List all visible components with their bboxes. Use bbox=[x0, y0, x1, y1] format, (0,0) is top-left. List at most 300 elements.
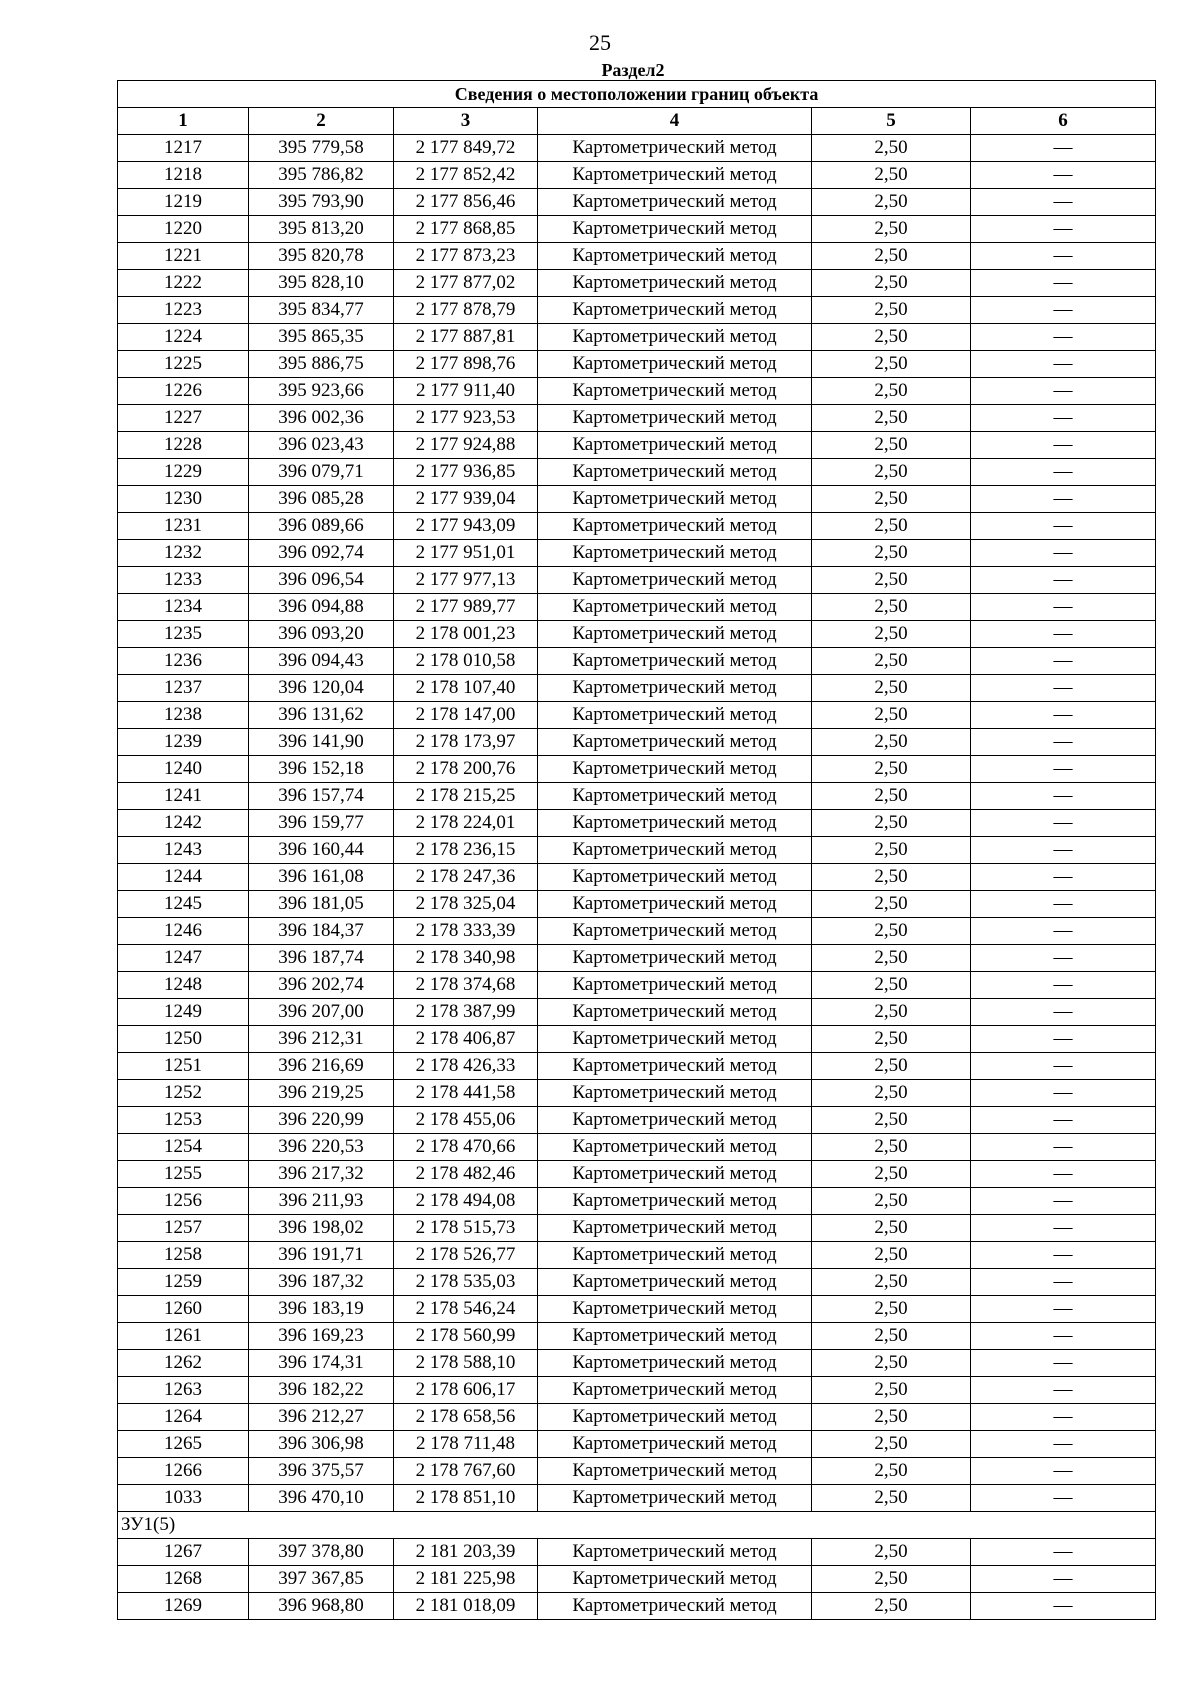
description-cell: — bbox=[971, 513, 1156, 540]
table-row bbox=[118, 189, 1156, 216]
description-cell: — bbox=[971, 1458, 1156, 1485]
y-coordinate-cell: 2 177 911,40 bbox=[394, 378, 538, 405]
y-coordinate-cell: 2 177 943,09 bbox=[394, 513, 538, 540]
y-coordinate-cell: 2 178 546,24 bbox=[394, 1296, 538, 1323]
table-row bbox=[118, 1377, 1156, 1404]
table-row bbox=[118, 351, 1156, 378]
x-coordinate-cell: 396 198,02 bbox=[249, 1215, 394, 1242]
point-number-cell: 1218 bbox=[118, 162, 249, 189]
description-cell: — bbox=[971, 621, 1156, 648]
method-cell: Картометрический метод bbox=[538, 621, 812, 648]
point-number-cell: 1234 bbox=[118, 594, 249, 621]
method-cell: Картометрический метод bbox=[538, 594, 812, 621]
description-cell: — bbox=[971, 594, 1156, 621]
y-coordinate-cell: 2 177 877,02 bbox=[394, 270, 538, 297]
column-header: 1 bbox=[118, 108, 249, 135]
method-cell: Картометрический метод bbox=[538, 675, 812, 702]
table-row bbox=[118, 378, 1156, 405]
method-cell: Картометрический метод bbox=[538, 1026, 812, 1053]
x-coordinate-cell: 395 886,75 bbox=[249, 351, 394, 378]
method-cell: Картометрический метод bbox=[538, 918, 812, 945]
method-cell: Картометрический метод bbox=[538, 189, 812, 216]
x-coordinate-cell: 395 865,35 bbox=[249, 324, 394, 351]
description-cell: — bbox=[971, 1485, 1156, 1512]
point-number-cell: 1260 bbox=[118, 1296, 249, 1323]
description-cell: — bbox=[971, 864, 1156, 891]
description-cell: — bbox=[971, 1350, 1156, 1377]
point-number-cell: 1221 bbox=[118, 243, 249, 270]
accuracy-cell: 2,50 bbox=[812, 162, 971, 189]
description-cell: — bbox=[971, 756, 1156, 783]
y-coordinate-cell: 2 178 658,56 bbox=[394, 1404, 538, 1431]
method-cell: Картометрический метод bbox=[538, 1161, 812, 1188]
y-coordinate-cell: 2 178 374,68 bbox=[394, 972, 538, 999]
x-coordinate-cell: 396 220,53 bbox=[249, 1134, 394, 1161]
method-cell: Картометрический метод bbox=[538, 513, 812, 540]
y-coordinate-cell: 2 178 560,99 bbox=[394, 1323, 538, 1350]
y-coordinate-cell: 2 178 526,77 bbox=[394, 1242, 538, 1269]
description-cell: — bbox=[971, 837, 1156, 864]
y-coordinate-cell: 2 178 588,10 bbox=[394, 1350, 538, 1377]
point-number-cell: 1236 bbox=[118, 648, 249, 675]
accuracy-cell: 2,50 bbox=[812, 1431, 971, 1458]
description-cell: — bbox=[971, 189, 1156, 216]
method-cell: Картометрический метод bbox=[538, 999, 812, 1026]
table-row bbox=[118, 1485, 1156, 1512]
table-row bbox=[118, 567, 1156, 594]
y-coordinate-cell: 2 181 018,09 bbox=[394, 1593, 538, 1620]
x-coordinate-cell: 395 828,10 bbox=[249, 270, 394, 297]
description-cell: — bbox=[971, 702, 1156, 729]
description-cell: — bbox=[971, 1107, 1156, 1134]
table-row bbox=[118, 945, 1156, 972]
x-coordinate-cell: 396 182,22 bbox=[249, 1377, 394, 1404]
table-row bbox=[118, 324, 1156, 351]
method-cell: Картометрический метод bbox=[538, 756, 812, 783]
x-coordinate-cell: 396 184,37 bbox=[249, 918, 394, 945]
y-coordinate-cell: 2 177 951,01 bbox=[394, 540, 538, 567]
method-cell: Картометрический метод bbox=[538, 216, 812, 243]
table-row bbox=[118, 432, 1156, 459]
table-row bbox=[118, 162, 1156, 189]
table-caption: Сведения о местоположении границ объекта bbox=[118, 81, 1156, 108]
description-cell: — bbox=[971, 1134, 1156, 1161]
x-coordinate-cell: 395 820,78 bbox=[249, 243, 394, 270]
point-number-cell: 1228 bbox=[118, 432, 249, 459]
y-coordinate-cell: 2 178 247,36 bbox=[394, 864, 538, 891]
point-number-cell: 1269 bbox=[118, 1593, 249, 1620]
table-row bbox=[118, 729, 1156, 756]
accuracy-cell: 2,50 bbox=[812, 999, 971, 1026]
point-number-cell: 1247 bbox=[118, 945, 249, 972]
table-row bbox=[118, 1188, 1156, 1215]
point-number-cell: 1265 bbox=[118, 1431, 249, 1458]
table-body bbox=[118, 135, 1156, 1620]
method-cell: Картометрический метод bbox=[538, 1215, 812, 1242]
method-cell: Картометрический метод bbox=[538, 324, 812, 351]
point-number-cell: 1232 bbox=[118, 540, 249, 567]
accuracy-cell: 2,50 bbox=[812, 1377, 971, 1404]
coordinates-table bbox=[117, 80, 1156, 1620]
y-coordinate-cell: 2 178 173,97 bbox=[394, 729, 538, 756]
point-number-cell: 1235 bbox=[118, 621, 249, 648]
description-cell: — bbox=[971, 810, 1156, 837]
table-row bbox=[118, 1458, 1156, 1485]
x-coordinate-cell: 396 183,19 bbox=[249, 1296, 394, 1323]
x-coordinate-cell: 395 793,90 bbox=[249, 189, 394, 216]
accuracy-cell: 2,50 bbox=[812, 1539, 971, 1566]
x-coordinate-cell: 396 187,32 bbox=[249, 1269, 394, 1296]
description-cell: — bbox=[971, 648, 1156, 675]
point-number-cell: 1264 bbox=[118, 1404, 249, 1431]
table-row bbox=[118, 1215, 1156, 1242]
description-cell: — bbox=[971, 999, 1156, 1026]
x-coordinate-cell: 396 207,00 bbox=[249, 999, 394, 1026]
accuracy-cell: 2,50 bbox=[812, 1134, 971, 1161]
y-coordinate-cell: 2 177 989,77 bbox=[394, 594, 538, 621]
x-coordinate-cell: 396 212,31 bbox=[249, 1026, 394, 1053]
accuracy-cell: 2,50 bbox=[812, 1242, 971, 1269]
table-row bbox=[118, 1350, 1156, 1377]
point-number-cell: 1251 bbox=[118, 1053, 249, 1080]
description-cell: — bbox=[971, 1593, 1156, 1620]
y-coordinate-cell: 2 178 236,15 bbox=[394, 837, 538, 864]
method-cell: Картометрический метод bbox=[538, 1539, 812, 1566]
table-row bbox=[118, 1566, 1156, 1593]
method-cell: Картометрический метод bbox=[538, 972, 812, 999]
method-cell: Картометрический метод bbox=[538, 459, 812, 486]
accuracy-cell: 2,50 bbox=[812, 756, 971, 783]
table-row bbox=[118, 1134, 1156, 1161]
y-coordinate-cell: 2 178 851,10 bbox=[394, 1485, 538, 1512]
description-cell: — bbox=[971, 1161, 1156, 1188]
table-row bbox=[118, 675, 1156, 702]
table-row bbox=[118, 1053, 1156, 1080]
method-cell: Картометрический метод bbox=[538, 567, 812, 594]
y-coordinate-cell: 2 178 482,46 bbox=[394, 1161, 538, 1188]
description-cell: — bbox=[971, 351, 1156, 378]
point-number-cell: 1237 bbox=[118, 675, 249, 702]
description-cell: — bbox=[971, 1188, 1156, 1215]
x-coordinate-cell: 396 306,98 bbox=[249, 1431, 394, 1458]
point-number-cell: 1239 bbox=[118, 729, 249, 756]
x-coordinate-cell: 396 202,74 bbox=[249, 972, 394, 999]
point-number-cell: 1245 bbox=[118, 891, 249, 918]
accuracy-cell: 2,50 bbox=[812, 243, 971, 270]
method-cell: Картометрический метод bbox=[538, 1242, 812, 1269]
point-number-cell: 1217 bbox=[118, 135, 249, 162]
description-cell: — bbox=[971, 1296, 1156, 1323]
description-cell: — bbox=[971, 135, 1156, 162]
table-row bbox=[118, 999, 1156, 1026]
description-cell: — bbox=[971, 675, 1156, 702]
point-number-cell: 1259 bbox=[118, 1269, 249, 1296]
point-number-cell: 1240 bbox=[118, 756, 249, 783]
method-cell: Картометрический метод bbox=[538, 1188, 812, 1215]
point-number-cell: 1267 bbox=[118, 1539, 249, 1566]
description-cell: — bbox=[971, 378, 1156, 405]
accuracy-cell: 2,50 bbox=[812, 945, 971, 972]
y-coordinate-cell: 2 181 203,39 bbox=[394, 1539, 538, 1566]
description-cell: — bbox=[971, 1323, 1156, 1350]
method-cell: Картометрический метод bbox=[538, 702, 812, 729]
accuracy-cell: 2,50 bbox=[812, 270, 971, 297]
point-number-cell: 1246 bbox=[118, 918, 249, 945]
accuracy-cell: 2,50 bbox=[812, 459, 971, 486]
table-row bbox=[118, 1593, 1156, 1620]
accuracy-cell: 2,50 bbox=[812, 1269, 971, 1296]
accuracy-cell: 2,50 bbox=[812, 675, 971, 702]
table-row bbox=[118, 1431, 1156, 1458]
y-coordinate-cell: 2 178 387,99 bbox=[394, 999, 538, 1026]
x-coordinate-cell: 396 375,57 bbox=[249, 1458, 394, 1485]
x-coordinate-cell: 396 157,74 bbox=[249, 783, 394, 810]
table-row bbox=[118, 1242, 1156, 1269]
description-cell: — bbox=[971, 162, 1156, 189]
y-coordinate-cell: 2 178 515,73 bbox=[394, 1215, 538, 1242]
description-cell: — bbox=[971, 1026, 1156, 1053]
method-cell: Картометрический метод bbox=[538, 1485, 812, 1512]
method-cell: Картометрический метод bbox=[538, 729, 812, 756]
method-cell: Картометрический метод bbox=[538, 648, 812, 675]
x-coordinate-cell: 395 813,20 bbox=[249, 216, 394, 243]
method-cell: Картометрический метод bbox=[538, 837, 812, 864]
x-coordinate-cell: 396 219,25 bbox=[249, 1080, 394, 1107]
x-coordinate-cell: 396 181,05 bbox=[249, 891, 394, 918]
x-coordinate-cell: 396 092,74 bbox=[249, 540, 394, 567]
x-coordinate-cell: 395 786,82 bbox=[249, 162, 394, 189]
point-number-cell: 1263 bbox=[118, 1377, 249, 1404]
table-row bbox=[118, 621, 1156, 648]
description-cell: — bbox=[971, 1566, 1156, 1593]
table-row bbox=[118, 1107, 1156, 1134]
description-cell: — bbox=[971, 1431, 1156, 1458]
accuracy-cell: 2,50 bbox=[812, 216, 971, 243]
method-cell: Картометрический метод bbox=[538, 1269, 812, 1296]
point-number-cell: 1254 bbox=[118, 1134, 249, 1161]
table-row bbox=[118, 1539, 1156, 1566]
x-coordinate-cell: 396 187,74 bbox=[249, 945, 394, 972]
accuracy-cell: 2,50 bbox=[812, 189, 971, 216]
description-cell: — bbox=[971, 1242, 1156, 1269]
accuracy-cell: 2,50 bbox=[812, 405, 971, 432]
accuracy-cell: 2,50 bbox=[812, 1107, 971, 1134]
method-cell: Картометрический метод bbox=[538, 1431, 812, 1458]
y-coordinate-cell: 2 177 939,04 bbox=[394, 486, 538, 513]
point-number-cell: 1225 bbox=[118, 351, 249, 378]
y-coordinate-cell: 2 178 200,76 bbox=[394, 756, 538, 783]
accuracy-cell: 2,50 bbox=[812, 1026, 971, 1053]
y-coordinate-cell: 2 178 494,08 bbox=[394, 1188, 538, 1215]
method-cell: Картометрический метод bbox=[538, 351, 812, 378]
accuracy-cell: 2,50 bbox=[812, 567, 971, 594]
method-cell: Картометрический метод bbox=[538, 1566, 812, 1593]
y-coordinate-cell: 2 177 898,76 bbox=[394, 351, 538, 378]
table-row bbox=[118, 243, 1156, 270]
accuracy-cell: 2,50 bbox=[812, 729, 971, 756]
x-coordinate-cell: 396 169,23 bbox=[249, 1323, 394, 1350]
accuracy-cell: 2,50 bbox=[812, 1458, 971, 1485]
x-coordinate-cell: 396 094,43 bbox=[249, 648, 394, 675]
point-number-cell: 1262 bbox=[118, 1350, 249, 1377]
accuracy-cell: 2,50 bbox=[812, 297, 971, 324]
accuracy-cell: 2,50 bbox=[812, 1485, 971, 1512]
accuracy-cell: 2,50 bbox=[812, 1566, 971, 1593]
column-header: 3 bbox=[394, 108, 538, 135]
x-coordinate-cell: 396 216,69 bbox=[249, 1053, 394, 1080]
point-number-cell: 1229 bbox=[118, 459, 249, 486]
point-number-cell: 1226 bbox=[118, 378, 249, 405]
accuracy-cell: 2,50 bbox=[812, 810, 971, 837]
x-coordinate-cell: 396 120,04 bbox=[249, 675, 394, 702]
x-coordinate-cell: 396 002,36 bbox=[249, 405, 394, 432]
method-cell: Картометрический метод bbox=[538, 783, 812, 810]
table-row bbox=[118, 1161, 1156, 1188]
accuracy-cell: 2,50 bbox=[812, 783, 971, 810]
table-row bbox=[118, 1296, 1156, 1323]
x-coordinate-cell: 396 212,27 bbox=[249, 1404, 394, 1431]
point-number-cell: 1227 bbox=[118, 405, 249, 432]
x-coordinate-cell: 396 089,66 bbox=[249, 513, 394, 540]
accuracy-cell: 2,50 bbox=[812, 540, 971, 567]
method-cell: Картометрический метод bbox=[538, 297, 812, 324]
y-coordinate-cell: 2 177 936,85 bbox=[394, 459, 538, 486]
table-header-row bbox=[118, 108, 1156, 135]
point-number-cell: 1230 bbox=[118, 486, 249, 513]
description-cell: — bbox=[971, 1539, 1156, 1566]
method-cell: Картометрический метод bbox=[538, 1080, 812, 1107]
accuracy-cell: 2,50 bbox=[812, 918, 971, 945]
x-coordinate-cell: 396 152,18 bbox=[249, 756, 394, 783]
x-coordinate-cell: 396 079,71 bbox=[249, 459, 394, 486]
method-cell: Картометрический метод bbox=[538, 405, 812, 432]
accuracy-cell: 2,50 bbox=[812, 1593, 971, 1620]
y-coordinate-cell: 2 177 849,72 bbox=[394, 135, 538, 162]
accuracy-cell: 2,50 bbox=[812, 702, 971, 729]
description-cell: — bbox=[971, 297, 1156, 324]
accuracy-cell: 2,50 bbox=[812, 972, 971, 999]
point-number-cell: 1256 bbox=[118, 1188, 249, 1215]
method-cell: Картометрический метод bbox=[538, 270, 812, 297]
table-row bbox=[118, 405, 1156, 432]
x-coordinate-cell: 396 968,80 bbox=[249, 1593, 394, 1620]
y-coordinate-cell: 2 177 852,42 bbox=[394, 162, 538, 189]
point-number-cell: 1233 bbox=[118, 567, 249, 594]
table-row bbox=[118, 864, 1156, 891]
method-cell: Картометрический метод bbox=[538, 1404, 812, 1431]
accuracy-cell: 2,50 bbox=[812, 1161, 971, 1188]
y-coordinate-cell: 2 177 873,23 bbox=[394, 243, 538, 270]
y-coordinate-cell: 2 178 340,98 bbox=[394, 945, 538, 972]
y-coordinate-cell: 2 178 001,23 bbox=[394, 621, 538, 648]
y-coordinate-cell: 2 178 606,17 bbox=[394, 1377, 538, 1404]
accuracy-cell: 2,50 bbox=[812, 864, 971, 891]
method-cell: Картометрический метод bbox=[538, 486, 812, 513]
method-cell: Картометрический метод bbox=[538, 1134, 812, 1161]
accuracy-cell: 2,50 bbox=[812, 432, 971, 459]
page-number: 25 bbox=[589, 30, 611, 55]
column-header: 4 bbox=[538, 108, 812, 135]
x-coordinate-cell: 395 779,58 bbox=[249, 135, 394, 162]
table-row bbox=[118, 702, 1156, 729]
description-cell: — bbox=[971, 459, 1156, 486]
group-row bbox=[118, 1512, 1156, 1539]
accuracy-cell: 2,50 bbox=[812, 1404, 971, 1431]
accuracy-cell: 2,50 bbox=[812, 594, 971, 621]
description-cell: — bbox=[971, 1269, 1156, 1296]
column-header: 2 bbox=[249, 108, 394, 135]
accuracy-cell: 2,50 bbox=[812, 891, 971, 918]
method-cell: Картометрический метод bbox=[538, 1323, 812, 1350]
y-coordinate-cell: 2 178 455,06 bbox=[394, 1107, 538, 1134]
method-cell: Картометрический метод bbox=[538, 1296, 812, 1323]
description-cell: — bbox=[971, 1080, 1156, 1107]
table-row bbox=[118, 216, 1156, 243]
y-coordinate-cell: 2 178 147,00 bbox=[394, 702, 538, 729]
accuracy-cell: 2,50 bbox=[812, 837, 971, 864]
accuracy-cell: 2,50 bbox=[812, 513, 971, 540]
y-coordinate-cell: 2 177 977,13 bbox=[394, 567, 538, 594]
y-coordinate-cell: 2 178 215,25 bbox=[394, 783, 538, 810]
x-coordinate-cell: 396 220,99 bbox=[249, 1107, 394, 1134]
column-header: 5 bbox=[812, 108, 971, 135]
point-number-cell: 1249 bbox=[118, 999, 249, 1026]
method-cell: Картометрический метод bbox=[538, 162, 812, 189]
y-coordinate-cell: 2 178 535,03 bbox=[394, 1269, 538, 1296]
group-label: ЗУ1(5) bbox=[118, 1512, 1156, 1539]
y-coordinate-cell: 2 178 470,66 bbox=[394, 1134, 538, 1161]
y-coordinate-cell: 2 177 878,79 bbox=[394, 297, 538, 324]
method-cell: Картометрический метод bbox=[538, 432, 812, 459]
method-cell: Картометрический метод bbox=[538, 1350, 812, 1377]
x-coordinate-cell: 396 159,77 bbox=[249, 810, 394, 837]
table-row bbox=[118, 1269, 1156, 1296]
accuracy-cell: 2,50 bbox=[812, 648, 971, 675]
description-cell: — bbox=[971, 243, 1156, 270]
y-coordinate-cell: 2 178 224,01 bbox=[394, 810, 538, 837]
description-cell: — bbox=[971, 783, 1156, 810]
table-row bbox=[118, 459, 1156, 486]
point-number-cell: 1252 bbox=[118, 1080, 249, 1107]
x-coordinate-cell: 396 160,44 bbox=[249, 837, 394, 864]
table-row bbox=[118, 135, 1156, 162]
x-coordinate-cell: 395 834,77 bbox=[249, 297, 394, 324]
point-number-cell: 1223 bbox=[118, 297, 249, 324]
point-number-cell: 1250 bbox=[118, 1026, 249, 1053]
x-coordinate-cell: 396 093,20 bbox=[249, 621, 394, 648]
table-row bbox=[118, 918, 1156, 945]
accuracy-cell: 2,50 bbox=[812, 1296, 971, 1323]
y-coordinate-cell: 2 178 333,39 bbox=[394, 918, 538, 945]
point-number-cell: 1266 bbox=[118, 1458, 249, 1485]
x-coordinate-cell: 396 085,28 bbox=[249, 486, 394, 513]
description-cell: — bbox=[971, 918, 1156, 945]
x-coordinate-cell: 395 923,66 bbox=[249, 378, 394, 405]
y-coordinate-cell: 2 178 441,58 bbox=[394, 1080, 538, 1107]
description-cell: — bbox=[971, 270, 1156, 297]
accuracy-cell: 2,50 bbox=[812, 1053, 971, 1080]
y-coordinate-cell: 2 178 426,33 bbox=[394, 1053, 538, 1080]
description-cell: — bbox=[971, 891, 1156, 918]
table-row bbox=[118, 837, 1156, 864]
point-number-cell: 1243 bbox=[118, 837, 249, 864]
accuracy-cell: 2,50 bbox=[812, 324, 971, 351]
point-number-cell: 1248 bbox=[118, 972, 249, 999]
y-coordinate-cell: 2 178 711,48 bbox=[394, 1431, 538, 1458]
method-cell: Картометрический метод bbox=[538, 1593, 812, 1620]
point-number-cell: 1253 bbox=[118, 1107, 249, 1134]
method-cell: Картометрический метод bbox=[538, 135, 812, 162]
